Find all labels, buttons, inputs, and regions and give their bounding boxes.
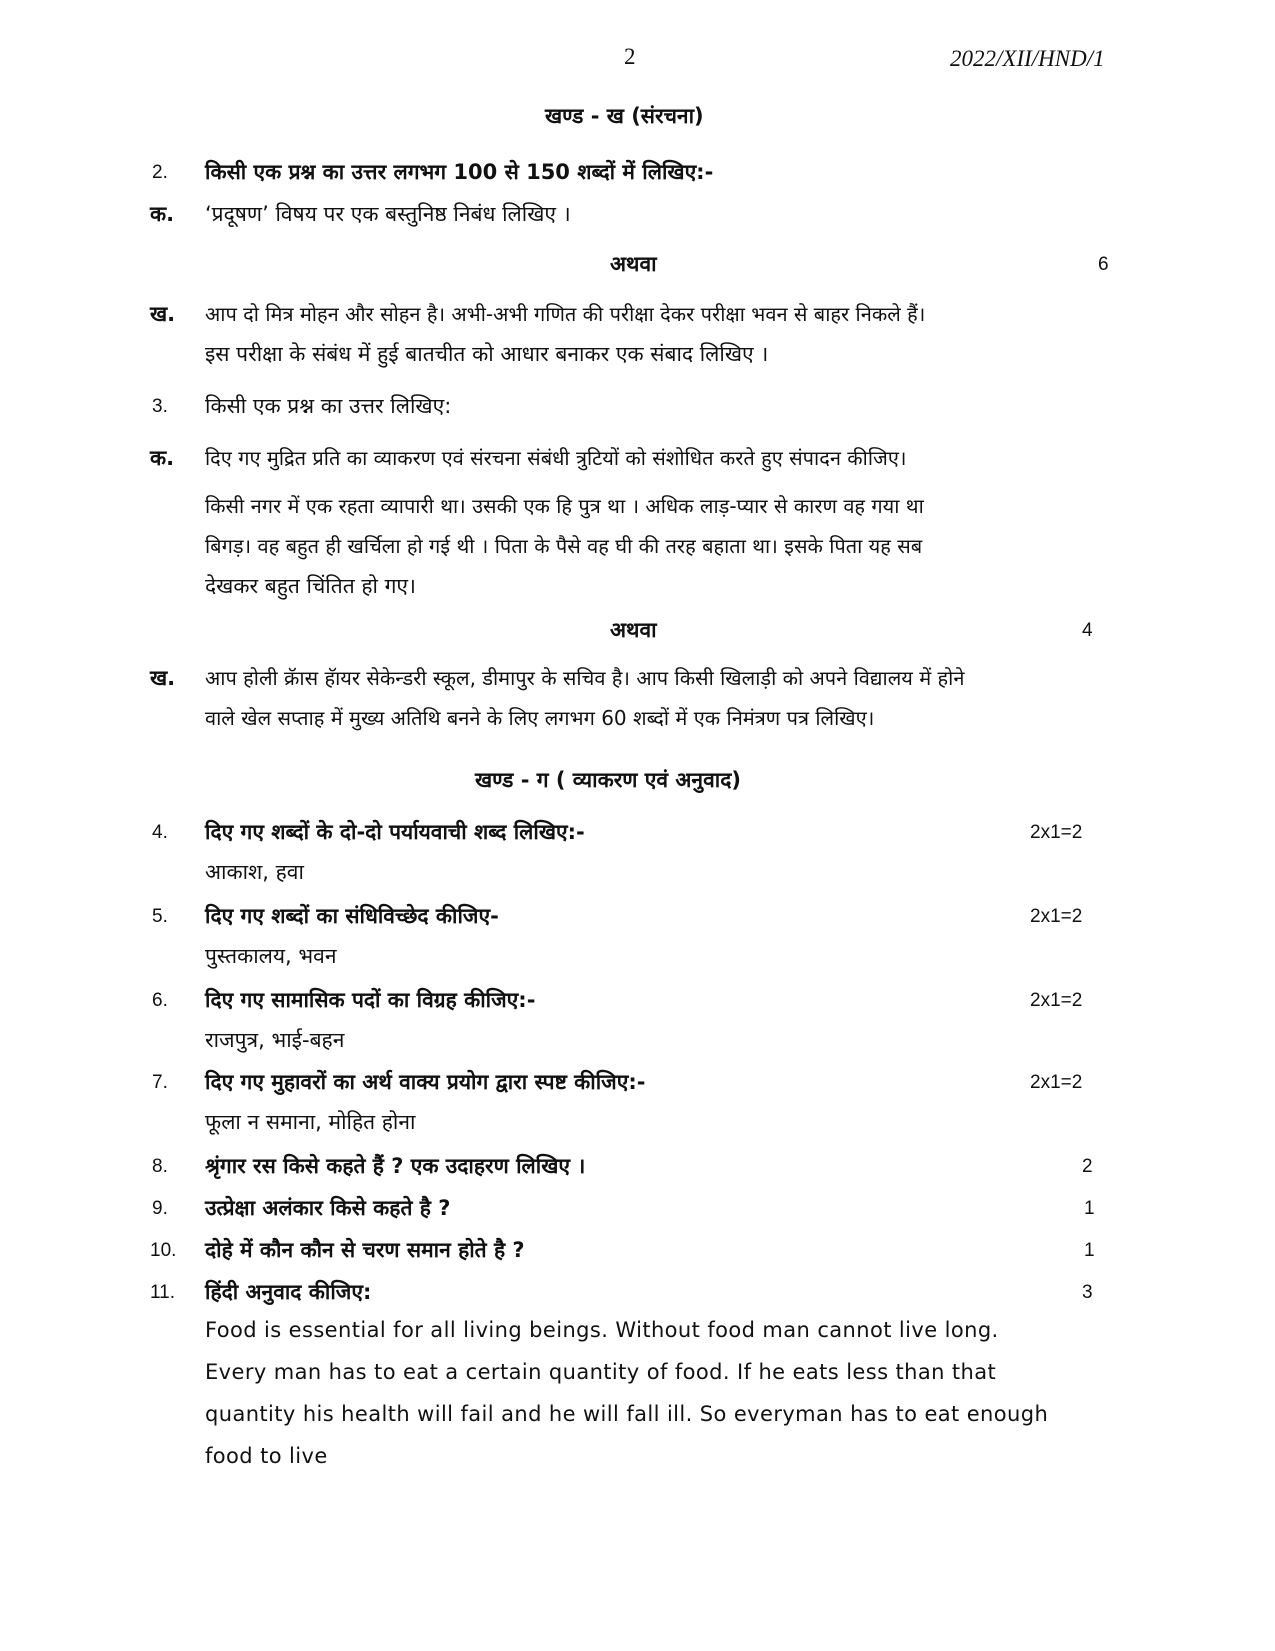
q5-text: दिए गए शब्दों का संधिविच्छेद कीजिए- <box>205 904 499 928</box>
q7-marks: 2x1=2 <box>1030 1072 1083 1093</box>
q11-number: 11. <box>150 1282 176 1303</box>
q4-number: 4. <box>152 822 168 843</box>
q10-text: दोहे में कौन कौन से चरण समान होते है ? <box>205 1238 525 1262</box>
q3-number: 3. <box>152 396 168 417</box>
q6-marks: 2x1=2 <box>1030 990 1083 1011</box>
q3-b-line2: वाले खेल सप्ताह में मुख्य अतिथि बनने के लिए लगभग 60 शब्दों में एक निमंत्रण पत्र लिखिए। <box>205 706 875 730</box>
q3-a-text: दिए गए मुद्रित प्रति का व्याकरण एवं संरचना संबंधी त्रुटियों को संशोधित करते हुए संपादन कीजिए। <box>205 446 907 470</box>
q4-answer: आकाश, हवा <box>205 860 304 884</box>
q6-text: दिए गए सामासिक पदों का विग्रह कीजिए:- <box>205 988 536 1012</box>
q2-b-line1: आप दो मित्र मोहन और सोहन है। अभी-अभी गणित की परीक्षा देकर परीक्षा भवन से बाहर निकले हैं। <box>205 302 926 326</box>
translation-line-4: food to live <box>205 1444 328 1468</box>
q9-marks: 1 <box>1084 1198 1095 1219</box>
q11-marks: 3 <box>1082 1282 1093 1303</box>
q2-number: 2. <box>152 162 168 183</box>
q10-number: 10. <box>150 1240 177 1261</box>
q3-b-line1: आप होली क्रॅास हॅायर सेकेन्डरी स्कूल, डीमापुर के सचिव है। आप किसी खिलाड़ी को अपने विद्यालय में होने <box>205 666 965 690</box>
page-number: 2 <box>624 44 636 69</box>
section-b-title: खण्ड - ख (संरचना) <box>545 104 704 128</box>
q8-marks: 2 <box>1082 1156 1093 1177</box>
q6-answer: राजपुत्र, भाई-बहन <box>205 1028 345 1052</box>
q3-text: किसी एक प्रश्न का उत्तर लिखिए: <box>205 394 452 418</box>
q2-a-label: क. <box>150 202 175 226</box>
q7-number: 7. <box>152 1072 168 1093</box>
translation-line-2: Every man has to eat a certain quantity of food. If he eats less than that <box>205 1360 997 1384</box>
paper-code: 2022/XII/HND/1 <box>950 46 1105 71</box>
q6-number: 6. <box>152 990 168 1011</box>
q3-or: अथवा <box>610 618 657 642</box>
q3-passage-line3: देखकर बहुत चिंतित हो गए। <box>205 574 416 598</box>
q2-b-label: ख. <box>150 302 176 326</box>
q2-marks: 6 <box>1098 254 1109 275</box>
q11-text: हिंदी अनुवाद कीजिए: <box>205 1280 372 1304</box>
q5-marks: 2x1=2 <box>1030 906 1083 927</box>
q5-answer: पुस्तकालय, भवन <box>205 944 337 968</box>
q2-a-text: ‘प्रदूषण’ विषय पर एक बस्तुनिष्ठ निबंध लिखिए । <box>205 202 571 226</box>
q3-marks: 4 <box>1082 620 1093 641</box>
q2-or: अथवा <box>610 252 657 276</box>
q4-marks: 2x1=2 <box>1030 822 1083 843</box>
q3-passage-line2: बिगड़। वह बहुत ही खर्चिला हो गई थी । पिता के पैसे वह घी की तरह बहाता था। इसके पिता यह सब <box>205 534 923 558</box>
q3-passage-line1: किसी नगर में एक रहता व्यापारी था। उसकी एक हि पुत्र था । अधिक लाड़-प्यार से कारण वह गया था <box>205 494 924 518</box>
q8-number: 8. <box>152 1156 168 1177</box>
q5-number: 5. <box>152 906 168 927</box>
q7-text: दिए गए मुहावरों का अर्थ वाक्य प्रयोग द्वारा स्पष्ट कीजिए:- <box>205 1070 646 1094</box>
q4-text: दिए गए शब्दों के दो-दो पर्यायवाची शब्द लिखिए:- <box>205 820 585 844</box>
q8-text: श्रृंगार रस किसे कहते हैं ? एक उदाहरण लिखिए । <box>205 1154 586 1178</box>
translation-line-1: Food is essential for all living beings. Without food man cannot live long. <box>205 1318 999 1342</box>
q9-text: उत्प्रेक्षा अलंकार किसे कहते है ? <box>205 1196 451 1220</box>
q7-answer: फूला न समाना, मोहित होना <box>205 1110 416 1134</box>
q2-b-line2: इस परीक्षा के संबंध में हुई बातचीत को आधार बनाकर एक संबाद लिखिए । <box>205 342 769 366</box>
q3-a-label: क. <box>150 446 175 470</box>
q3-b-label: ख. <box>150 666 176 690</box>
q10-marks: 1 <box>1084 1240 1095 1261</box>
q2-text: किसी एक प्रश्न का उत्तर लगभग 100 से 150 शब्दों में लिखिए:- <box>205 160 714 184</box>
translation-line-3: quantity his health will fail and he will fall ill. So everyman has to eat enough <box>205 1402 1049 1426</box>
section-c-title: खण्ड - ग ( व्याकरण एवं अनुवाद) <box>475 768 741 792</box>
q9-number: 9. <box>152 1198 168 1219</box>
